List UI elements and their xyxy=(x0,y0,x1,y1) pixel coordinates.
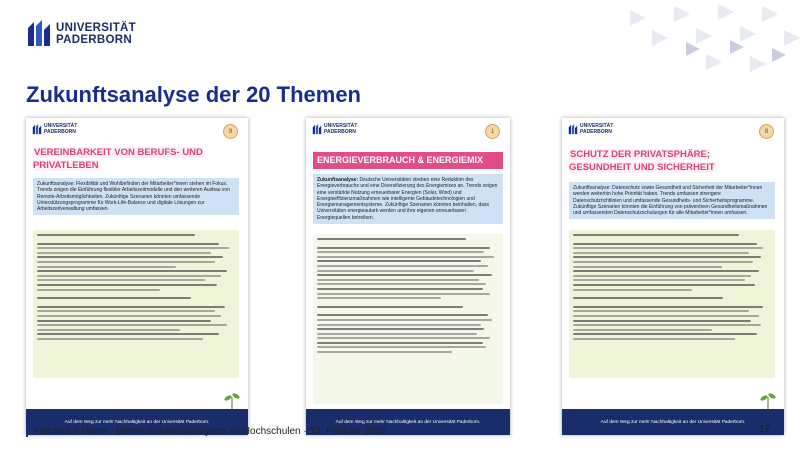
footer-accent-bar xyxy=(26,425,28,437)
poster-heading: SCHUTZ DER PRIVATSPHÄRE; GESUNDHEIT UND SICHERHEIT xyxy=(569,149,715,173)
poster-logo-line-2: PADERBORN xyxy=(324,128,356,135)
footer-text: Friederike Haver · Wesentlichkeitsanalysen an Hochschulen · 13. Februar 2025 xyxy=(34,425,387,437)
slide-footer xyxy=(26,425,386,437)
poster-footer: Auf dem Weg zur mehr Nachhaltigkeit an der Universität Paderborn. xyxy=(306,409,510,435)
summary-label: Zukunftsanalyse: xyxy=(317,177,359,183)
poster-logo xyxy=(568,124,613,135)
topic-number-badge: 8 xyxy=(759,124,774,139)
poster-heading: VEREINBARKEIT VON BERUFS- UND PRIVATLEBEN xyxy=(33,147,203,171)
poster-footer: Auf dem Weg zur mehr Nachhaltigkeit an der Universität Paderborn. xyxy=(26,409,248,435)
poster-logo-line-1: UNIVERSITÄT xyxy=(44,123,78,129)
university-logo-icon xyxy=(568,124,578,135)
poster-vereinbarkeit xyxy=(26,118,248,435)
poster-body xyxy=(569,230,775,378)
decorative-triangle-pattern xyxy=(590,0,800,90)
poster-logo xyxy=(312,124,357,135)
poster-schutz-privatsphaere xyxy=(562,118,784,435)
poster-logo-line-2: PADERBORN xyxy=(580,128,612,135)
poster-energieverbrauch xyxy=(306,118,510,435)
page-title: Zukunftsanalyse der 20 Themen xyxy=(26,82,361,107)
logo-line-2: PADERBORN xyxy=(56,34,132,46)
university-logo-icon xyxy=(26,20,52,48)
poster-footer: Auf dem Weg zur mehr Nachhaltigkeit an der Universität Paderborn. xyxy=(562,409,784,435)
university-logo xyxy=(26,20,136,48)
topic-number-badge: 1 xyxy=(485,124,500,139)
poster-logo xyxy=(32,124,77,135)
poster-summary: Zukunftsanalyse: Flexibilität und Wohlbefinden der Mitarbeiter*innen stehen im Fokus. Trends zeigen die Einführung flexibler Arbeitszeitmodelle und den weiteren Ausbau von Remote-Arbeitsmöglichkeiten. Zukünftige Szenarien könnten umfassende Unterstützungsprogramme für Work-Life-Balance und digitale Lösungen zur Arbeitszeitverwaltung umfassen. xyxy=(33,178,239,215)
poster-heading: ENERGIEVERBRAUCH & ENERGIEMIX xyxy=(313,152,503,169)
university-logo-icon xyxy=(312,124,322,135)
university-logo-icon xyxy=(32,124,42,135)
poster-body xyxy=(33,230,239,378)
summary-text: Deutsche Universitäten streben eine Reduktion des Energieverbrauchs und eine Diversifizierung des Energiemixes an. Trends zeigen eine verstärkte Nutzung erneuerbarer Energien (Solar, Wind) und Energieeffizienzmaßnahmen wie intelligente Gebäudetechnologien und Energiemanagementsysteme. Zukünftige Szenarien könnten beinhalten, dass Universitäten energieautark werden und ihre eigenen erneuerbaren Energiequellen betreiben. xyxy=(317,177,498,221)
plant-icon xyxy=(758,389,778,409)
logo-line-1: UNIVERSITÄT xyxy=(56,22,136,34)
poster-logo-line-1: UNIVERSITÄT xyxy=(324,123,358,129)
plant-icon xyxy=(222,389,242,409)
poster-summary: Zukunftsanalyse: Datenschutz sowie Gesundheit und Sicherheit der Mitarbeiter*innen werden weiterhin hohe Priorität haben. Trends umfassen strengere Datenschutzrichtlinien und umfassende Gesundheits- und Sicherheitsprogramme. Zukünftige Szenarien könnten die Einführung von präventiven Gesundheitsmaßnahmen und umfassenden Datenschutzschulungen für alle Mitarbeiter*innen umfassen. xyxy=(569,182,775,219)
topic-number-badge: 9 xyxy=(223,124,238,139)
poster-logo-line-1: UNIVERSITÄT xyxy=(580,123,614,129)
page-number: 17 xyxy=(758,424,770,435)
poster-summary xyxy=(313,174,503,224)
poster-body xyxy=(313,234,503,404)
poster-logo-line-2: PADERBORN xyxy=(44,128,76,135)
